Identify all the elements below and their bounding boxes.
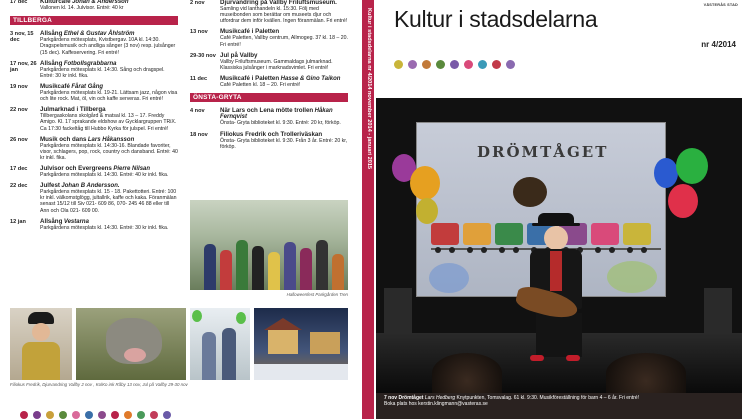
event-item <box>10 0 178 11</box>
balloon <box>416 198 438 224</box>
event-date: 2 nov <box>190 0 205 6</box>
balloon <box>668 184 698 218</box>
color-dot <box>450 60 459 69</box>
event-title: Musikcafé i Paletten <box>220 28 280 36</box>
event-title: Julmarknad i Tillberga <box>40 106 106 114</box>
cover-caption-body: Knytpunkten, Tomsvalag. 61 kl. 9:30. Musikföreställning för barn 4 – 6 år. Fri entré! <box>456 395 640 401</box>
event-item <box>10 61 178 79</box>
event-item <box>190 29 348 47</box>
event-date: 17 dec <box>10 0 28 5</box>
event-item <box>10 84 178 102</box>
color-dot <box>394 60 403 69</box>
color-dot <box>20 411 28 419</box>
event-date: 29-30 nov <box>190 52 216 59</box>
color-dot <box>150 411 158 419</box>
color-dot <box>163 411 171 419</box>
event-date: 17 dec <box>10 165 28 172</box>
event-performer: Fotbollsgrabbarna <box>63 60 117 67</box>
left-page <box>0 0 362 419</box>
event-title: Musikcafé i Paletten <box>220 74 280 82</box>
events-column-2 <box>190 0 348 155</box>
vasteras-logo: VÄSTERÅS STAD <box>703 3 738 7</box>
event-date: 12 jan <box>10 218 26 225</box>
event-title: Allsång <box>40 59 63 67</box>
performer-lars-hedberg <box>516 213 596 363</box>
event-body: Parkgårdens mötesplats kl. 19-21. Lättsam jazz, någon visa och lite rock. Mat, öl, vin och kaffe serveras. Fri entré! <box>40 90 178 103</box>
dromtaget-sign: DRÖMTÅGET <box>477 143 609 161</box>
halloween-photo-caption: Halloweenfest Parkgården Tren <box>286 292 348 297</box>
event-date: 19 nov <box>10 83 28 90</box>
color-dot <box>72 411 80 419</box>
event-body: Parkgårdens mötesplats kl. 14:30. Sång och dragspel. Entré: 30 kr inkl. fika. <box>40 66 165 79</box>
balloon <box>676 148 708 184</box>
color-dot <box>85 411 93 419</box>
photo-strip-caption: Filiokus Fredrik, Djurvandring Vallby 2 nov , KolKo ink Råby 13 nov, Jul på Vallby 29-30 nov <box>10 382 188 387</box>
color-dot <box>111 411 119 419</box>
event-title: Kulturcafé <box>40 0 71 5</box>
event-title: Allsång <box>40 30 63 38</box>
cover-photo <box>376 98 742 393</box>
halloween-photo <box>190 200 348 290</box>
event-performer: Pierre Nilsan <box>113 165 151 172</box>
event-title: Jul på Vallby <box>220 51 258 59</box>
color-dot <box>98 411 106 419</box>
event-performer: Fårat Gång <box>71 83 104 90</box>
event-performer: Johan B Andersson. <box>61 183 120 190</box>
event-item <box>10 107 178 131</box>
color-dot <box>436 60 445 69</box>
event-title: När Lars och Lena mötte trollen <box>220 107 314 115</box>
event-performer: Ethel & Gustav Åhlström <box>63 31 135 38</box>
event-body: Vallby Friluftsmuseum. Gammaldags julmarknad. Klassiska julsånger i marknadsvimlet. Fri entré! <box>220 58 333 71</box>
color-dot <box>478 60 487 69</box>
event-date: 13 nov <box>190 29 208 36</box>
event-item <box>190 132 348 150</box>
cover-caption-booking: Boka plats hos kerstin.klingmann@vasteras.se <box>384 401 488 408</box>
color-dot <box>492 60 501 69</box>
color-dot <box>408 60 417 69</box>
event-performer: Lars Håkansson <box>87 136 135 143</box>
event-body: Parkgårdens mötesplats, Kvistbergav. 10A kl. 14:30. Dragspelsmusik och andliga sånger (3 nov) resp. julsånger (15 dec). Kaffeservering. Fri entré! <box>40 37 176 56</box>
event-body: Parkgårdens mötesplats kl. 15 - 18. Pakettotteri. Entré: 100 kr inkl. välkomstglögg, jultallrik, kaffe och kaka. Föranmälan senast 15/12 till Siv 021- 609 86, 070- 245 46 88 eller till Ann och Ola 021- 609 00. <box>40 189 177 214</box>
cover-caption-date: 7 nov <box>384 395 398 401</box>
color-dot <box>59 411 67 419</box>
event-body: Vallonen kl. 14. Julvisor. Entré: 40 kr <box>40 5 124 12</box>
events-column-1 <box>10 0 178 236</box>
photo-filiokus-fredrik <box>10 308 72 380</box>
event-body: Parkgårdens mötesplats kl. 14:30. Entré: 30 kr inkl. fika. <box>40 224 169 231</box>
event-item <box>190 76 348 88</box>
color-dots <box>20 411 171 419</box>
section-header-tillberga: TILLBERGA <box>10 16 178 25</box>
cover-caption-title: Drömtåget <box>398 395 424 401</box>
magazine-title: Kultur i stadsdelarna <box>394 6 598 32</box>
color-dot <box>46 411 54 419</box>
photo-jul-pa-vallby <box>254 308 348 380</box>
event-item <box>10 31 178 55</box>
cover-caption <box>376 393 742 419</box>
spine-text: Kultur i stadsdelarna nr 4/2014 november 2014 - januari 2015 <box>366 8 372 170</box>
event-body: Parkgårdens mötesplats kl. 14:30-16. Blandade favoriter, visor, schlagers, pop, rock, country och dansband. Entré: 40 kr inkl. fika. <box>40 142 178 161</box>
event-item <box>10 219 178 231</box>
cover-caption-performer: Lars Hedberg <box>424 395 456 401</box>
event-date: 11 dec <box>190 75 208 82</box>
event-item <box>190 108 348 126</box>
color-dot <box>464 60 473 69</box>
event-title: Djurvandring på Vallby Friluftsmuseum. <box>220 0 337 6</box>
event-performer: Hasse & Gino Taikon <box>280 75 341 82</box>
event-item <box>10 137 178 161</box>
event-date: 17 nov, 26 jan <box>10 60 37 73</box>
event-performer: Håkan Fernqvist <box>220 108 333 121</box>
event-title: Julvisor och Evergreens <box>40 164 112 172</box>
event-body: Önsta- Gryta biblioteket kl. 9:30. Entré: 20 kr, förköp. <box>220 120 341 127</box>
cover-color-dots <box>394 60 515 69</box>
event-performer: Johan & Andersson <box>72 0 129 5</box>
section-header-onsta-gryta: ÖNSTA-GRYTA <box>190 93 348 102</box>
event-body: Parkgårdens mötesplats kl. 14:30. Entré: 40 kr inkl. fika. <box>40 172 169 179</box>
event-body: Samling vid lanthandeln kl. 15:30. Följ med museibonden som berättar om museets djur och utfordrar dem inför kvällen. Ingen föranmälan. Fri entré! <box>220 6 348 25</box>
event-item <box>10 166 178 178</box>
event-date: 3 nov, 15 dec <box>10 31 34 44</box>
event-body: Café Paletten, Vallby centrum, Allmogeg. 37 kl. 18 – 20. Fri entré! <box>220 35 348 48</box>
color-dot <box>33 411 41 419</box>
event-body: Tillbergaskolans skolgård & matsal kl. 13 – 17. Freddy Amigo. Kl. 17 sprakande eldshow av Gycklargruppen TRiX. Ca 17:30 fackeltåg till Hubbo Kyrka för julspel. Fri entré! <box>40 113 177 132</box>
issue-number: nr 4/2014 <box>701 40 736 49</box>
color-dot <box>506 60 515 69</box>
event-body: Café Paletten kl. 18 – 20. Fri entré! <box>220 82 301 89</box>
event-performer: Vestarna <box>63 218 89 225</box>
color-dot <box>422 60 431 69</box>
event-title: Musik och dans <box>40 135 87 143</box>
event-date: 22 dec <box>10 183 28 190</box>
balloon <box>654 158 678 188</box>
event-item <box>10 183 178 213</box>
event-item <box>190 53 348 71</box>
color-dot <box>137 411 145 419</box>
event-item <box>190 0 348 24</box>
event-date: 4 nov <box>190 108 205 115</box>
event-title: Filiokus Fredrik och Trolleriväskan <box>220 130 323 138</box>
event-date: 22 nov <box>10 107 28 114</box>
event-title: Allsång <box>40 217 63 225</box>
event-date: 26 nov <box>10 136 28 143</box>
event-title: Musikcafé <box>40 82 70 90</box>
event-date: 18 nov <box>190 131 208 138</box>
balloon <box>410 166 440 200</box>
event-body: Önsta- Gryta biblioteket kl. 9:30. Från 3 år. Entré: 20 kr, förköp. <box>220 137 348 150</box>
photo-kolko <box>190 308 250 380</box>
color-dot <box>124 411 132 419</box>
event-title: Julfest <box>40 182 60 190</box>
photo-djurvandring <box>76 308 186 380</box>
cover-page <box>374 0 746 419</box>
